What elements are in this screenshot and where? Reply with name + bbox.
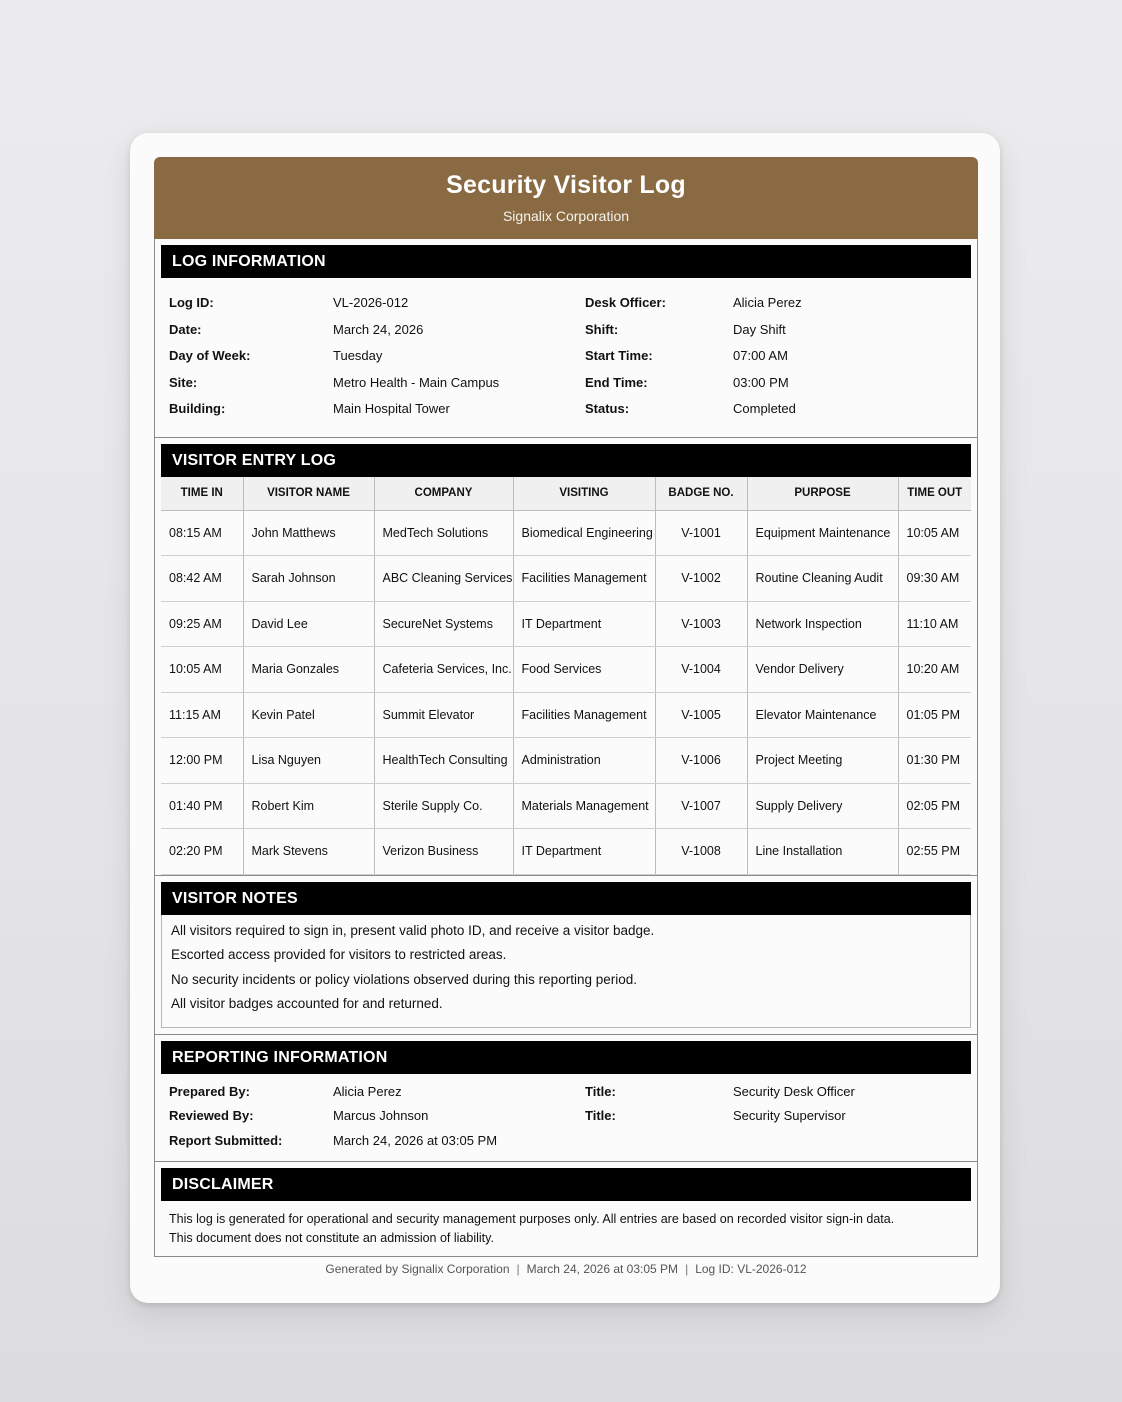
title-label: Title:: [585, 1108, 616, 1123]
reviewer-title-value: Security Supervisor: [733, 1108, 846, 1123]
visiting-cell: Administration: [513, 738, 655, 784]
info-label: Site:: [169, 374, 198, 390]
visitor-name-cell: Sarah Johnson: [243, 556, 374, 602]
note-line: No security incidents or policy violations observed during this reporting period.: [171, 971, 637, 987]
info-value: VL-2026-012: [333, 295, 409, 310]
info-value: Main Hospital Tower: [333, 401, 450, 416]
visitor-name-cell: Robert Kim: [243, 783, 374, 829]
time-out-cell: 02:55 PM: [898, 829, 971, 875]
prepared-by-value: Alicia Perez: [333, 1083, 402, 1099]
footer-date: March 24, 2026 at 03:05 PM: [526, 1262, 679, 1276]
log-information-grid: [161, 278, 971, 437]
time-in-cell: 11:15 AM: [161, 692, 243, 738]
purpose-cell: Project Meeting: [747, 738, 898, 784]
section-title-disclaimer: DISCLAIMER: [161, 1168, 971, 1201]
time-in-cell: 12:00 PM: [161, 738, 243, 784]
time-out-cell: 10:20 AM: [898, 647, 971, 693]
time-in-cell: 02:20 PM: [161, 829, 243, 875]
time-in-cell: 10:05 AM: [161, 647, 243, 693]
column-header: COMPANY: [374, 477, 513, 511]
info-label: Shift:: [585, 321, 619, 337]
info-value: Completed: [733, 401, 796, 416]
footer-separator: |: [685, 1262, 689, 1276]
info-value: 07:00 AM: [733, 348, 788, 363]
document-footer: [154, 1262, 978, 1276]
disclaimer-text: [161, 1201, 971, 1256]
badge-number-cell: V-1005: [655, 692, 747, 738]
column-header: TIME IN: [161, 477, 243, 511]
visitor-name-cell: Kevin Patel: [243, 692, 374, 738]
disclaimer-line: This log is generated for operational and security management purposes only. All entries are based on recorded visitor sign-in data.: [169, 1212, 895, 1226]
purpose-cell: Supply Delivery: [747, 783, 898, 829]
reporting-information-section: [154, 1035, 978, 1163]
info-value: Alicia Perez: [733, 295, 802, 310]
badge-number-cell: V-1004: [655, 647, 747, 693]
time-out-cell: 09:30 AM: [898, 556, 971, 602]
section-title-reporting-information: REPORTING INFORMATION: [161, 1041, 971, 1074]
visiting-cell: Biomedical Engineering: [513, 510, 655, 556]
log-information-section: [154, 239, 978, 438]
table-row: [161, 829, 971, 875]
table-body: [161, 510, 971, 874]
footer-separator: |: [516, 1262, 520, 1276]
purpose-cell: Elevator Maintenance: [747, 692, 898, 738]
badge-number-cell: V-1007: [655, 783, 747, 829]
disclaimer-line: This document does not constitute an admission of liability.: [169, 1231, 494, 1245]
time-out-cell: 01:30 PM: [898, 738, 971, 784]
report-submitted-label: Report Submitted:: [169, 1132, 283, 1148]
column-header: BADGE NO.: [655, 477, 747, 511]
disclaimer-section: [154, 1162, 978, 1257]
info-value: 03:00 PM: [733, 374, 789, 390]
company-cell: Sterile Supply Co.: [374, 783, 513, 829]
time-in-cell: 08:42 AM: [161, 556, 243, 602]
info-value: March 24, 2026: [333, 321, 424, 337]
table-row: [161, 601, 971, 647]
table-row: [161, 556, 971, 602]
purpose-cell: Line Installation: [747, 829, 898, 875]
column-header: VISITING: [513, 477, 655, 511]
reviewed-by-label: Reviewed By:: [169, 1108, 254, 1123]
visitor-notes-section: [154, 876, 978, 1035]
time-out-cell: 11:10 AM: [898, 601, 971, 647]
company-cell: Verizon Business: [374, 829, 513, 875]
visitor-notes-box: [161, 915, 971, 1028]
table-header-row: [161, 477, 971, 511]
info-label: Date:: [169, 321, 202, 337]
visiting-cell: Materials Management: [513, 783, 655, 829]
info-value: Tuesday: [333, 348, 383, 363]
company-cell: ABC Cleaning Services: [374, 556, 513, 602]
reporting-grid: [161, 1074, 971, 1162]
company-cell: HealthTech Consulting: [374, 738, 513, 784]
time-in-cell: 08:15 AM: [161, 510, 243, 556]
report-submitted-value: March 24, 2026 at 03:05 PM: [333, 1132, 498, 1148]
table-row: [161, 738, 971, 784]
purpose-cell: Network Inspection: [747, 601, 898, 647]
badge-number-cell: V-1003: [655, 601, 747, 647]
visiting-cell: Facilities Management: [513, 556, 655, 602]
time-in-cell: 01:40 PM: [161, 783, 243, 829]
note-line: All visitor badges accounted for and returned.: [171, 996, 443, 1011]
preparer-title-value: Security Desk Officer: [733, 1083, 855, 1099]
visiting-cell: Food Services: [513, 647, 655, 693]
time-out-cell: 10:05 AM: [898, 510, 971, 556]
footer-log-id: Log ID: VL-2026-012: [695, 1262, 807, 1276]
time-in-cell: 09:25 AM: [161, 601, 243, 647]
info-label: Start Time:: [585, 348, 653, 363]
footer-generated-by: Generated by Signalix Corporation: [325, 1262, 510, 1276]
column-header: TIME OUT: [898, 477, 971, 511]
column-header: VISITOR NAME: [243, 477, 374, 511]
visiting-cell: IT Department: [513, 601, 655, 647]
table-row: [161, 647, 971, 693]
company-cell: Summit Elevator: [374, 692, 513, 738]
table-row: [161, 783, 971, 829]
info-label: Status:: [585, 401, 630, 416]
company-name: Signalix Corporation: [502, 208, 630, 224]
prepared-by-label: Prepared By:: [169, 1083, 250, 1099]
purpose-cell: Equipment Maintenance: [747, 510, 898, 556]
badge-number-cell: V-1001: [655, 510, 747, 556]
note-line: All visitors required to sign in, present valid photo ID, and receive a visitor badge.: [171, 922, 655, 938]
time-out-cell: 01:05 PM: [898, 692, 971, 738]
reviewed-by-value: Marcus Johnson: [333, 1108, 429, 1123]
visitor-entry-table: [161, 477, 971, 875]
note-line: Escorted access provided for visitors to restricted areas.: [171, 947, 507, 962]
section-title-log-information: LOG INFORMATION: [161, 245, 971, 278]
info-value: Metro Health - Main Campus: [333, 374, 500, 390]
info-label: Log ID:: [169, 295, 214, 310]
company-cell: SecureNet Systems: [374, 601, 513, 647]
table-row: [161, 692, 971, 738]
visitor-name-cell: John Matthews: [243, 510, 374, 556]
info-label: Building:: [169, 401, 226, 416]
table-row: [161, 510, 971, 556]
visitor-entry-log-section: [154, 438, 978, 876]
purpose-cell: Vendor Delivery: [747, 647, 898, 693]
visitor-name-cell: Lisa Nguyen: [243, 738, 374, 784]
company-cell: MedTech Solutions: [374, 510, 513, 556]
section-title-visitor-entry-log: VISITOR ENTRY LOG: [161, 444, 971, 477]
visitor-log-document: [154, 157, 978, 1257]
visiting-cell: IT Department: [513, 829, 655, 875]
info-label: Day of Week:: [169, 348, 251, 363]
visiting-cell: Facilities Management: [513, 692, 655, 738]
badge-number-cell: V-1002: [655, 556, 747, 602]
section-title-visitor-notes: VISITOR NOTES: [161, 882, 971, 915]
document-header: [154, 157, 978, 239]
info-label: End Time:: [585, 374, 648, 390]
time-out-cell: 02:05 PM: [898, 783, 971, 829]
title-label: Title:: [585, 1083, 616, 1099]
badge-number-cell: V-1006: [655, 738, 747, 784]
document-title: Security Visitor Log: [446, 171, 686, 199]
visitor-name-cell: David Lee: [243, 601, 374, 647]
visitor-name-cell: Maria Gonzales: [243, 647, 374, 693]
company-cell: Cafeteria Services, Inc.: [374, 647, 513, 693]
purpose-cell: Routine Cleaning Audit: [747, 556, 898, 602]
column-header: PURPOSE: [747, 477, 898, 511]
info-value: Day Shift: [733, 321, 786, 337]
visitor-name-cell: Mark Stevens: [243, 829, 374, 875]
info-label: Desk Officer:: [585, 295, 666, 310]
badge-number-cell: V-1008: [655, 829, 747, 875]
